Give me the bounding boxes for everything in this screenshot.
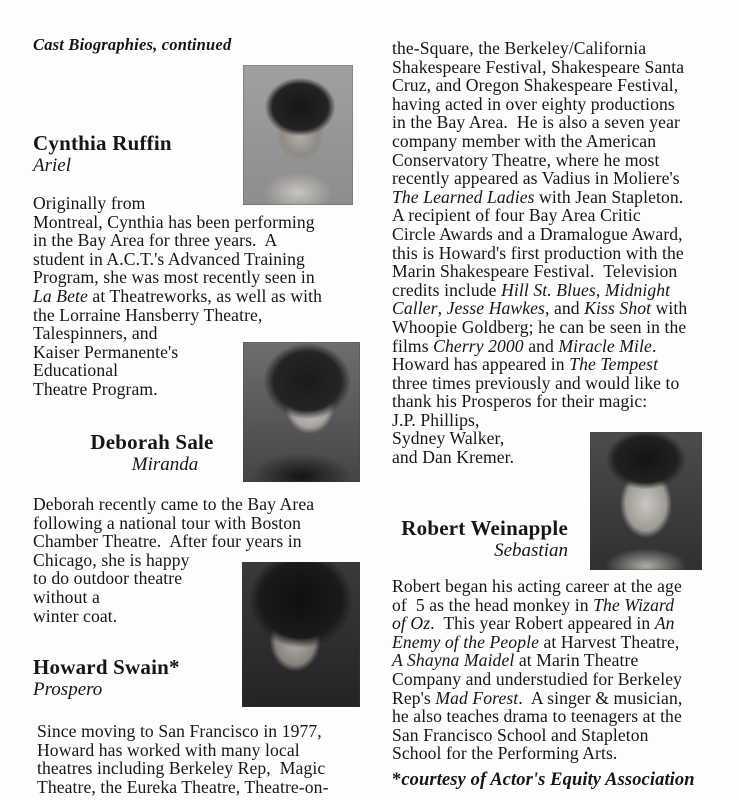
text-line: Theatre Program. xyxy=(33,378,158,399)
text-line: he also teaches drama to teenagers at the xyxy=(392,706,682,727)
text-line: Talespinners, and xyxy=(33,323,158,344)
text-line: Montreal, Cynthia has been performing xyxy=(33,211,315,232)
bio-deborah-heading xyxy=(33,431,271,475)
role-name: Ariel xyxy=(33,155,71,176)
bio-howard-paragraph-start xyxy=(37,722,329,796)
text-line: Originally from xyxy=(33,193,146,213)
text-line: theatres including Berkeley Rep, Magic xyxy=(37,758,326,779)
text-line: Howard has worked with many local xyxy=(37,739,300,760)
text-line: Shakespeare Festival, Shakespeare Santa xyxy=(392,56,685,77)
text-line: Robert began his acting career at the age xyxy=(392,576,682,596)
text-line: Theatre, the Eureka Theatre, Theatre-on- xyxy=(37,776,329,797)
text-line: A Shayna Maidel at Marin Theatre xyxy=(392,650,639,671)
text-line: Cruz, and Oregon Shakespeare Festival, xyxy=(392,75,679,96)
text-line: *courtesy of Actor's Equity Association xyxy=(392,770,695,790)
text-line: J.P. Phillips, xyxy=(392,409,480,430)
page-title: Cast Biographies, continued xyxy=(33,35,232,54)
text-line: three times previously and would like to xyxy=(392,372,680,393)
text-line: this is Howard's first production with the xyxy=(392,242,684,263)
text-line: Caller, Jesse Hawkes, and Kiss Shot with xyxy=(392,298,688,319)
portrait-howard-swain-photo xyxy=(242,562,360,707)
text-line: Whoopie Goldberg; he can be seen in the xyxy=(392,316,687,337)
text-line: Kaiser Permanente's xyxy=(33,341,179,362)
text-line: Howard has appeared in The Tempest xyxy=(392,354,659,375)
portrait-cynthia-ruffin-photo xyxy=(243,65,353,205)
text-line: in the Bay Area for three years. A xyxy=(33,230,278,251)
bio-robert-paragraph xyxy=(392,577,682,763)
text-line: Company and understudied for Berkeley xyxy=(392,668,683,689)
text-line: the-Square, the Berkeley/California xyxy=(392,38,647,58)
bio-cynthia-heading xyxy=(33,132,172,176)
text-line: Chamber Theatre. After four years in xyxy=(33,531,302,552)
actor-name: Robert Weinapple xyxy=(401,516,568,540)
role-name: Miranda xyxy=(131,454,199,475)
text-line: Educational xyxy=(33,360,119,381)
text-line: Enemy of the People at Harvest Theatre, xyxy=(392,631,680,652)
bio-howard-heading xyxy=(33,656,180,700)
text-line: A recipient of four Bay Area Critic xyxy=(392,205,641,226)
actor-name: Howard Swain* xyxy=(33,655,180,679)
text-line: recently appeared as Vadius in Moliere's xyxy=(392,168,680,189)
text-line: films Cherry 2000 and Miracle Mile. xyxy=(392,335,657,356)
text-line: without a xyxy=(33,586,100,607)
text-line: Circle Awards and a Dramalogue Award, xyxy=(392,223,683,244)
actor-name: Cynthia Ruffin xyxy=(33,131,172,155)
text-line: The Learned Ladies with Jean Stapleton. xyxy=(392,186,684,207)
equity-footnote xyxy=(392,770,695,790)
text-line: Since moving to San Francisco in 1977, xyxy=(37,721,322,741)
text-line: Marin Shakespeare Festival. Television xyxy=(392,261,678,282)
text-line: Chicago, she is happy xyxy=(33,549,190,570)
text-line: of Oz. This year Robert appeared in An xyxy=(392,613,675,634)
text-line: of 5 as the head monkey in The Wizard xyxy=(392,594,675,615)
text-line: La Bete at Theatreworks, as well as with xyxy=(33,285,323,306)
text-line: Rep's Mad Forest. A singer & musician, xyxy=(392,687,683,708)
text-line: and Dan Kremer. xyxy=(392,447,515,468)
role-name: Sebastian xyxy=(494,540,568,561)
text-line: credits include Hill St. Blues, Midnight xyxy=(392,279,671,300)
text-line: company member with the American xyxy=(392,130,657,151)
text-line: the Lorraine Hansberry Theatre, xyxy=(33,304,263,325)
actor-name: Deborah Sale xyxy=(90,430,214,454)
text-line: student in A.C.T.'s Advanced Training xyxy=(33,248,305,269)
text-line: thank his Prosperos for their magic: xyxy=(392,391,648,412)
text-line: Deborah recently came to the Bay Area xyxy=(33,494,315,514)
bio-robert-heading xyxy=(368,517,568,561)
text-line: Program, she was most recently seen in xyxy=(33,267,315,288)
text-line: in the Bay Area. He is also a seven year xyxy=(392,112,680,133)
role-name: Prospero xyxy=(33,679,103,700)
portrait-robert-weinapple-photo xyxy=(590,432,702,570)
text-line: having acted in over eighty productions xyxy=(392,93,675,114)
text-line: Conservatory Theatre, where he most xyxy=(392,149,660,170)
text-line: winter coat. xyxy=(33,605,118,626)
text-line: School for the Performing Arts. xyxy=(392,743,618,764)
text-line: Sydney Walker, xyxy=(392,428,505,449)
text-line: San Francisco School and Stapleton xyxy=(392,724,649,745)
bio-howard-paragraph-continued xyxy=(392,39,687,467)
text-line: following a national tour with Boston xyxy=(33,512,302,533)
text-line: to do outdoor theatre xyxy=(33,568,183,589)
